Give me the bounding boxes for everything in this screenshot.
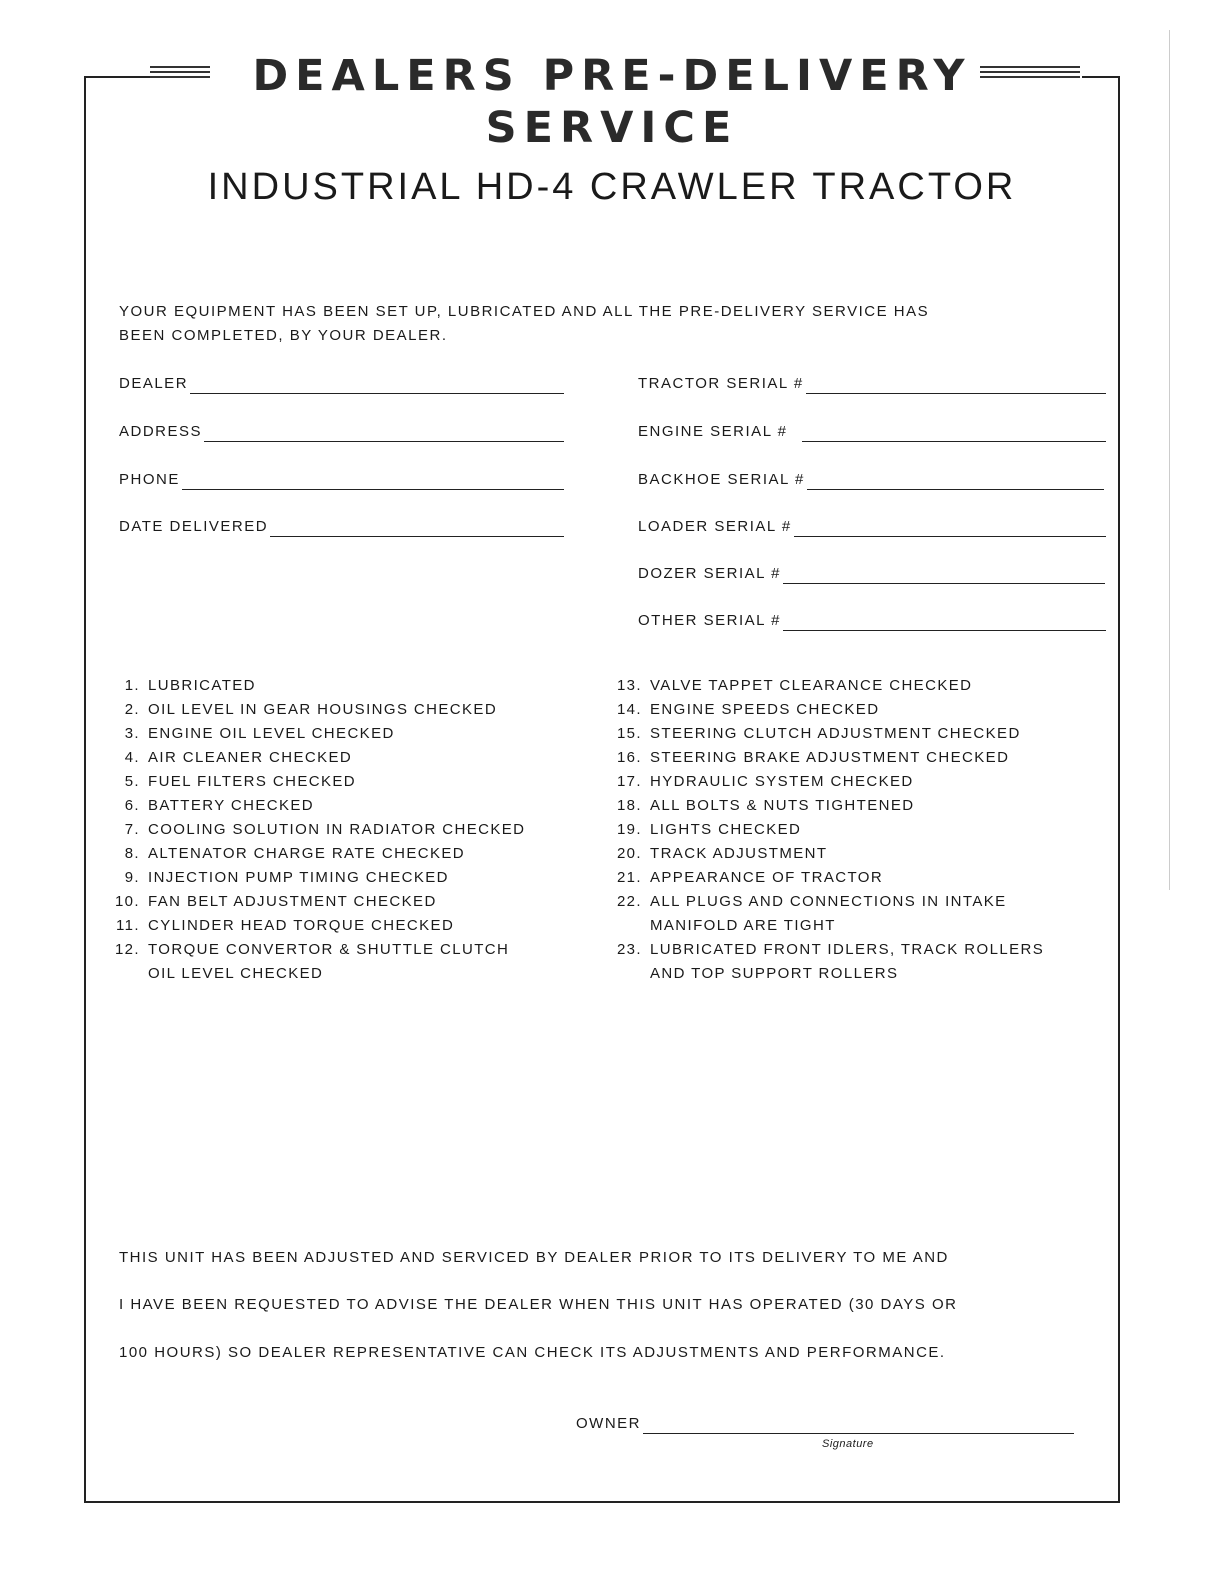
phone-label: PHONE [119, 471, 180, 488]
owner-signature-line[interactable] [643, 1419, 1074, 1434]
statement-line-3: 100 HOURS) SO DEALER REPRESENTATIVE CAN CHECK ITS ADJUSTMENTS AND PERFORMANCE. [119, 1344, 946, 1361]
date-delivered-field[interactable] [119, 517, 564, 537]
checklist-item: 9. INJECTION PUMP TIMING CHECKED [124, 869, 449, 886]
engine-serial-line[interactable] [802, 427, 1107, 442]
checklist-item: 8. ALTENATOR CHARGE RATE CHECKED [124, 845, 466, 862]
checklist-left [114, 674, 526, 986]
intro-line-1: YOUR EQUIPMENT HAS BEEN SET UP, LUBRICATED AND ALL THE PRE-DELIVERY SERVICE HAS [119, 303, 930, 320]
dealer-label: DEALER [119, 375, 189, 392]
date-delivered-label: DATE DELIVERED [119, 518, 269, 535]
subtitle: INDUSTRIAL HD-4 CRAWLER TRACTOR [207, 166, 1017, 208]
other-serial-field[interactable] [638, 611, 1106, 631]
checklist-item-continuation: MANIFOLD ARE TIGHT [650, 917, 836, 934]
loader-serial-line[interactable] [794, 522, 1106, 537]
checklist-item: 18. ALL BOLTS & NUTS TIGHTENED [616, 797, 915, 814]
statement-line-1: THIS UNIT HAS BEEN ADJUSTED AND SERVICED BY DEALER PRIOR TO ITS DELIVERY TO ME AND [119, 1249, 949, 1266]
checklist-item-continuation: OIL LEVEL CHECKED [148, 965, 324, 982]
owner-label: OWNER [576, 1415, 641, 1432]
scan-margin-line [1169, 30, 1170, 890]
checklist-item-continuation: AND TOP SUPPORT ROLLERS [650, 965, 899, 982]
checklist-item: 13. VALVE TAPPET CLEARANCE CHECKED [616, 677, 973, 694]
checklist-item: 3. ENGINE OIL LEVEL CHECKED [124, 725, 395, 742]
checklist-item: 12. TORQUE CONVERTOR & SHUTTLE CLUTCH [114, 941, 510, 958]
phone-field[interactable] [119, 470, 564, 490]
backhoe-serial-line[interactable] [807, 475, 1104, 490]
backhoe-serial-label: BACKHOE SERIAL # [638, 471, 805, 488]
checklist-item: 21. APPEARANCE OF TRACTOR [616, 869, 884, 886]
checklist-item: 4. AIR CLEANER CHECKED [124, 749, 353, 766]
intro-line-2: BEEN COMPLETED, BY YOUR DEALER. [119, 327, 448, 344]
other-serial-line[interactable] [783, 616, 1106, 631]
checklist-item: 1. LUBRICATED [124, 677, 256, 694]
checklist-item: 11. CYLINDER HEAD TORQUE CHECKED [116, 917, 455, 934]
address-label: ADDRESS [119, 423, 203, 440]
checklist-item: 23. LUBRICATED FRONT IDLERS, TRACK ROLLERS [616, 941, 1045, 958]
checklist-item: 17. HYDRAULIC SYSTEM CHECKED [616, 773, 914, 790]
title-line-2: SERVICE [485, 103, 739, 153]
checklist-right [616, 674, 1045, 986]
statement-line-2: I HAVE BEEN REQUESTED TO ADVISE THE DEALER WHEN THIS UNIT HAS OPERATED (30 DAYS OR [119, 1296, 958, 1313]
address-line[interactable] [204, 427, 564, 442]
dozer-serial-field[interactable] [638, 564, 1105, 584]
loader-serial-field[interactable] [638, 517, 1106, 537]
checklist-item: 2. OIL LEVEL IN GEAR HOUSINGS CHECKED [124, 701, 498, 718]
backhoe-serial-field[interactable] [638, 470, 1104, 490]
checklist-item: 16. STEERING BRAKE ADJUSTMENT CHECKED [616, 749, 1010, 766]
title-line-1: DEALERS PRE-DELIVERY [252, 51, 972, 101]
tractor-serial-label: TRACTOR SERIAL # [638, 375, 804, 392]
checklist-item: 7. COOLING SOLUTION IN RADIATOR CHECKED [124, 821, 526, 838]
checklist-item: 5. FUEL FILTERS CHECKED [124, 773, 357, 790]
address-field[interactable] [119, 422, 564, 442]
checklist-item: 19. LIGHTS CHECKED [616, 821, 802, 838]
checklist-item: 15. STEERING CLUTCH ADJUSTMENT CHECKED [616, 725, 1021, 742]
dozer-serial-label: DOZER SERIAL # [638, 565, 781, 582]
engine-serial-label: ENGINE SERIAL # [638, 423, 788, 440]
dealer-field[interactable] [119, 374, 564, 394]
owner-signature-field[interactable] [576, 1414, 1074, 1434]
other-serial-label: OTHER SERIAL # [638, 612, 781, 629]
dozer-serial-line[interactable] [783, 569, 1105, 584]
checklist-item: 22. ALL PLUGS AND CONNECTIONS IN INTAKE [616, 893, 1007, 910]
engine-serial-field[interactable] [638, 422, 1106, 442]
phone-line[interactable] [182, 475, 564, 490]
signature-caption: Signature [822, 1438, 874, 1450]
date-delivered-line[interactable] [270, 522, 564, 537]
dealer-line[interactable] [190, 379, 564, 394]
checklist-item: 14. ENGINE SPEEDS CHECKED [616, 701, 880, 718]
checklist-item: 10. FAN BELT ADJUSTMENT CHECKED [114, 893, 437, 910]
loader-serial-label: LOADER SERIAL # [638, 518, 792, 535]
checklist-item: 20. TRACK ADJUSTMENT [616, 845, 828, 862]
checklist-item: 6. BATTERY CHECKED [124, 797, 315, 814]
tractor-serial-field[interactable] [638, 374, 1106, 394]
tractor-serial-line[interactable] [806, 379, 1106, 394]
